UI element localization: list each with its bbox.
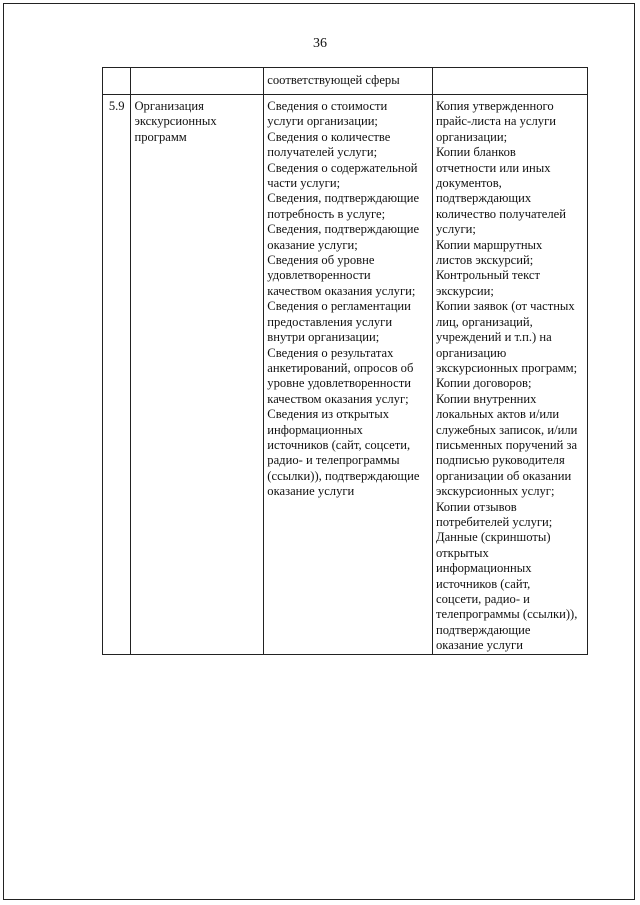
- text-line: Копии маршрутных: [435, 237, 543, 252]
- cell-service-name: [131, 95, 264, 655]
- text-line: Копии отзывов: [435, 499, 517, 514]
- text-line: информационных: [435, 561, 532, 576]
- text-line: внутри организации;: [267, 330, 380, 345]
- text-line: Сведения, подтверждающие: [267, 191, 420, 206]
- text-line: части услуги;: [267, 176, 341, 191]
- text-line: Сведения о содержательной: [267, 160, 418, 175]
- text-line: отчетности или иных: [435, 160, 551, 175]
- cell-required-info: [264, 95, 433, 655]
- text-line: экскурсионных: [134, 114, 217, 129]
- text-line: Копии заявок (от частных: [435, 299, 575, 314]
- cell-number: [103, 68, 131, 95]
- text-line: подписью руководителя: [435, 453, 565, 468]
- text-line: источников (сайт, соцсети,: [267, 437, 411, 452]
- text-line: открытых: [435, 545, 489, 560]
- text-line: Контрольный текст: [435, 268, 540, 283]
- text-line: программ: [134, 129, 187, 144]
- text-line: Копия утвержденного: [435, 99, 554, 113]
- text-line: экскурсионных программ;: [435, 360, 578, 375]
- text-line: организации об оказании: [435, 468, 572, 483]
- text-line: экскурсионных услуг;: [435, 484, 555, 499]
- text-line: источников (сайт,: [435, 576, 531, 591]
- cell-name: [131, 68, 264, 95]
- text-line: экскурсии;: [435, 283, 494, 298]
- table-row-continued: [103, 68, 588, 95]
- text-line: подтверждающие: [435, 622, 531, 637]
- text-line: организации;: [435, 129, 508, 144]
- text-line: локальных актов и/или: [435, 407, 560, 422]
- text-line: потребность в услуге;: [267, 206, 386, 221]
- text-line: Сведения о количестве: [267, 129, 391, 144]
- text-line: Копии договоров;: [435, 376, 532, 391]
- text-line: документов,: [435, 176, 502, 191]
- text-line: Сведения о стоимости: [267, 99, 388, 113]
- text-line: Сведения из открытых: [267, 407, 390, 422]
- cell-confirming-documents: [432, 95, 587, 655]
- text-line: письменных поручений за: [435, 437, 578, 452]
- text-line: оказание услуги;: [267, 237, 358, 252]
- text-line: количество получателей: [435, 206, 567, 221]
- text-line: подтверждающих: [435, 191, 532, 206]
- text-line: предоставления услуги: [267, 314, 393, 329]
- text-line: Организация: [134, 99, 204, 113]
- text-line: качеством оказания услуги;: [267, 283, 416, 298]
- text-line: оказание услуги: [435, 638, 523, 653]
- cell-row-number: 5.9: [103, 95, 131, 655]
- text-line: услуги организации;: [267, 114, 378, 129]
- text-line: листов экскурсий;: [435, 253, 534, 268]
- text-line: соцсети, радио- и: [435, 592, 530, 606]
- text-line: организацию: [435, 345, 507, 360]
- text-line: служебных записок, и/или: [435, 422, 578, 437]
- text-line: уровне удовлетворенности: [267, 376, 411, 391]
- text-line: анкетирований, опросов об: [267, 360, 414, 375]
- text-line: прайс-листа на услуги: [435, 114, 556, 129]
- text-line: услуги;: [435, 222, 476, 237]
- cell-info: соответствующей сферы: [264, 68, 433, 95]
- text-line: (ссылки)), подтверждающие: [267, 468, 420, 483]
- text-line: лиц, организаций,: [435, 314, 533, 329]
- text-line: оказание услуги: [267, 484, 355, 499]
- text-line: учреждений и т.п.) на: [435, 330, 552, 345]
- text-line: Сведения об уровне: [267, 253, 375, 268]
- text-line: качеством оказания услуг;: [267, 391, 409, 406]
- page-number: 36: [313, 36, 327, 51]
- text-line: Сведения, подтверждающие: [267, 222, 420, 237]
- table-row-5-9: [103, 95, 588, 655]
- text-line: Данные (скриншоты): [435, 530, 551, 545]
- text-line: Сведения о регламентации: [267, 299, 411, 314]
- text-line: Копии внутренних: [435, 391, 537, 406]
- text-line: Сведения о результатах: [267, 345, 394, 360]
- services-table: [102, 67, 588, 655]
- text-line: информационных: [267, 422, 363, 437]
- text-line: потребителей услуги;: [435, 514, 553, 529]
- text-line: Копии бланков: [435, 145, 516, 160]
- cell-docs: [432, 68, 587, 95]
- text-line: удовлетворенности: [267, 268, 371, 283]
- text-line: получателей услуги;: [267, 145, 378, 160]
- text-line: радио- и телепрограммы: [267, 453, 400, 468]
- text-line: телепрограммы (ссылки)),: [435, 607, 578, 622]
